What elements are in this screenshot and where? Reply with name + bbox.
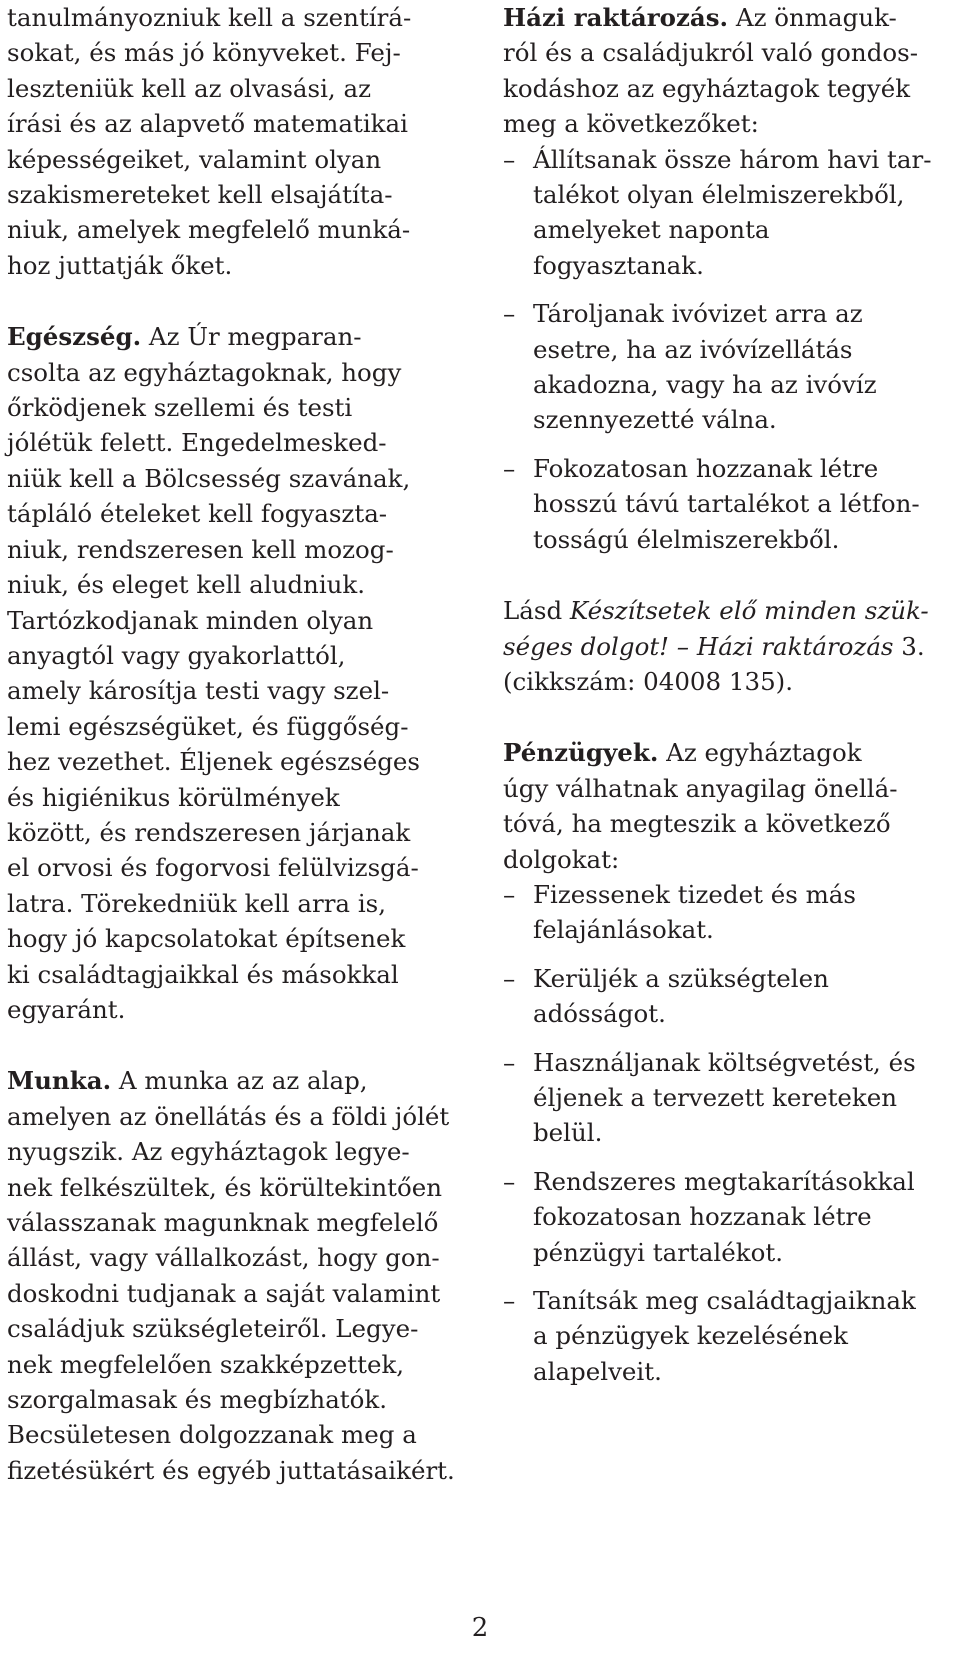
dash-marker: –: [503, 879, 516, 909]
dash-marker: –: [503, 963, 516, 993]
storage-heading: Házi raktározás.: [503, 3, 729, 32]
list-item: – Állítsanak össze három havi tar- talékot olyan élelmiszerekből, amelyeket naponta fogyasztanak.: [503, 142, 953, 284]
health-paragraph: [7, 319, 459, 1027]
dash-marker: –: [503, 453, 516, 483]
dash-marker: –: [503, 144, 516, 174]
page-number: 2: [471, 1613, 489, 1643]
list-item: – Tanítsák meg családtagjaiknak a pénzügyek kezelésének alapelveit.: [503, 1283, 953, 1389]
list-item: – Kerüljék a szükségtelen adósságot.: [503, 961, 953, 1032]
intro-paragraph: tanulmányozniuk kell a szentírá- sokat, és más jó könyveket. Fej- leszteniük kell az olvasási, az írási és az alapvető matematikai képességeiket, valamint olyan szakismereteket kell elsajátíta- niuk, amelyek megfelelő munká- hoz juttatják őket.: [7, 3, 412, 280]
dash-marker: –: [503, 1047, 516, 1077]
storage-reference: [503, 593, 953, 699]
storage-text: Az önmaguk- ról és a családjukról való gondos- kodáshoz az egyháztagok tegyék meg a következőket:: [503, 3, 918, 139]
reference-suffix: 3. (cikkszám: 04008 135).: [503, 631, 925, 696]
dash-marker: –: [503, 299, 516, 329]
list-item: – Fizessenek tizedet és más felajánlásokat.: [503, 877, 953, 948]
list-item: – Tároljanak ivóvizet arra az esetre, ha az ivóvízellátás akadozna, vagy ha az ivóvíz szennyezetté válna.: [503, 296, 953, 438]
right-column: [503, 0, 953, 1389]
health-heading: Egészség.: [7, 322, 142, 352]
list-item: – Használjanak költségvetést, és éljenek a tervezett kereteken belül.: [503, 1045, 953, 1151]
reference-title: Készítsetek elő minden szük- séges dolgot! – Házi raktározás: [503, 596, 929, 661]
finances-paragraph: [503, 735, 953, 877]
finances-text: Az egyháztagok úgy válhatnak anyagilag önellá- tóvá, ha megteszik a következő dolgokat:: [503, 738, 898, 874]
reference-prefix: Lásd: [503, 596, 570, 626]
dash-marker: –: [503, 1166, 516, 1196]
list-item: – Rendszeres megtakarításokkal fokozatosan hozzanak létre pénzügyi tartalékot.: [503, 1164, 953, 1270]
work-text: A munka az az alap, amelyen az önellátás és a földi jólét nyugszik. Az egyháztagok legye- nek felkészültek, és körültekintően válasszanak magunknak megfelelő állást, vagy vállalkozást, hogy gon- doskodni tudjanak a saját valamint családjuk szükségleteiről. Legye- nek megfelelően szakképzettek, szorgalmasak és megbízhatók. Becsületesen dolgozzanak meg a fizetésükért és egyéb juttatásaikért.: [7, 1066, 455, 1485]
list-item: – Fokozatosan hozzanak létre hosszú távú tartalékot a létfon- tosságú élelmiszerekből.: [503, 451, 953, 557]
health-text: Az Úr megparan- csolta az egyháztagoknak, hogy őrködjenek szellemi és testi jólétük felett. Engedelmesked- niük kell a Bölcsesség szavának, tápláló ételeket kell fogyaszta- niuk, rendszeresen kell mozog- niuk, és eleget kell aludniuk. Tartózkodjanak minden olyan anyagtól vagy gyakorlattól, amely károsítja testi vagy szel- lemi egészségüket, és függőség- hez vezethet. Éljenek egészséges és higiénikus körülmények között, és rendszeresen járjanak el orvosi és fogorvosi felülvizsgá- latra. Törekedniük kell arra is, hogy jó kapcsolatokat építsenek ki családtagjaikkal és másokkal egyaránt.: [7, 322, 420, 1024]
finances-heading: Pénzügyek.: [503, 738, 659, 768]
finances-list: [473, 877, 953, 1389]
storage-paragraph: [503, 0, 953, 142]
left-column: [7, 0, 459, 1488]
dash-marker: –: [503, 1286, 516, 1315]
work-paragraph: [7, 1063, 459, 1488]
work-heading: Munka.: [7, 1066, 112, 1096]
storage-list: [473, 142, 953, 557]
